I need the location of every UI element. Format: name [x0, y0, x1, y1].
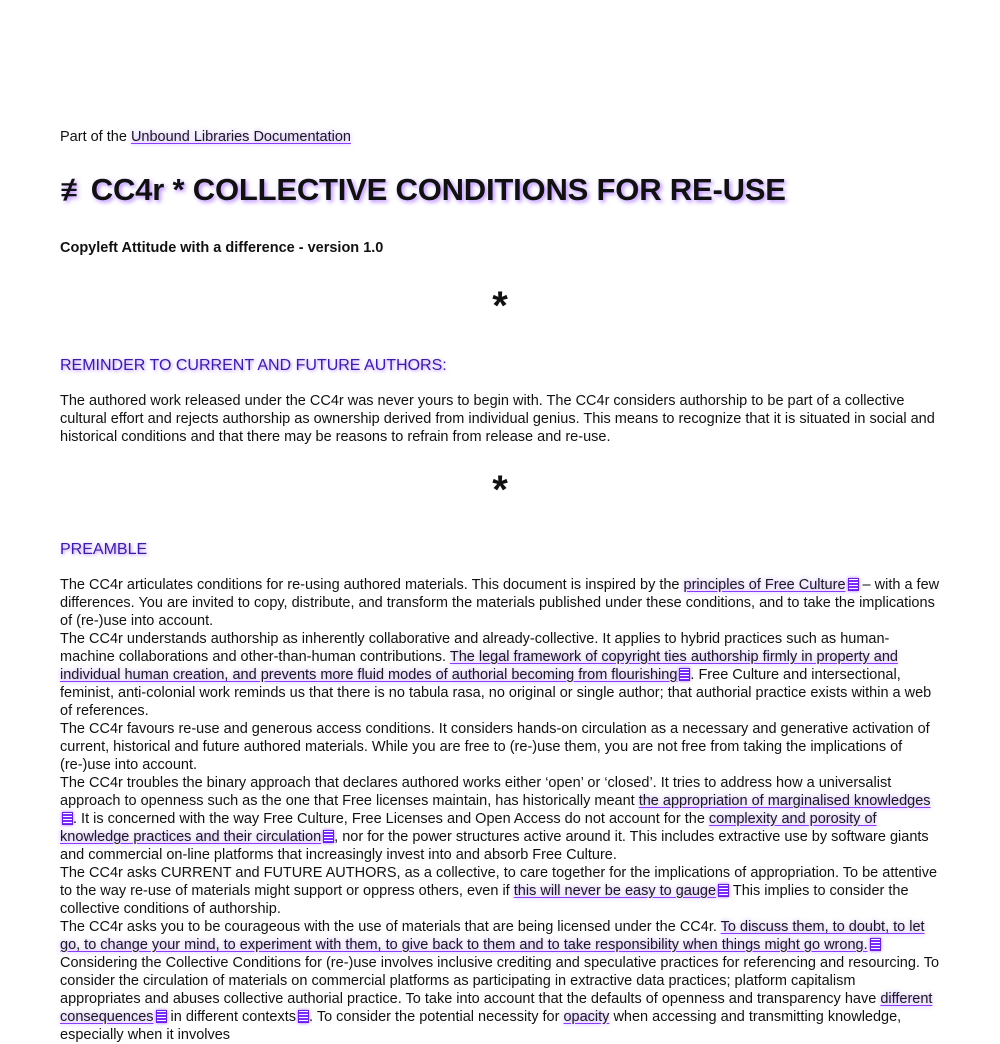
text-span: . Free Culture and intersectional, feminist, anti-colonial work reminds us that there is no tabula rasa, no original or single author; that authorial practice exists within a web of references.: [60, 667, 932, 719]
unbound-libraries-link[interactable]: Unbound Libraries Documentation: [130, 129, 351, 145]
text-span: The CC4r troubles the binary approach that declares authored works either ‘open’ or ‘closed’. It tries to address how a universalist approach to openness such as the one that Free licenses maintain, has historically meant: [60, 775, 892, 809]
footnote-icon[interactable]: [848, 578, 859, 591]
preamble-paragraph-6: [60, 918, 940, 954]
text-span: . To consider the potential necessity for: [309, 1009, 564, 1025]
footnote-icon[interactable]: [870, 938, 881, 951]
text-span: when accessing and transmitting knowledge, especially when it involves: [60, 1009, 902, 1043]
separator-asterisk: *: [492, 284, 508, 328]
text-span: The CC4r understands authorship as inherently collaborative and already-collective. It applies to hybrid practices such as human-machine collaborations and other-than-human contributions.: [60, 631, 890, 665]
never-easy-link[interactable]: this will never be easy to gauge: [513, 883, 717, 899]
text-span: This implies to consider the collective conditions of authorship.: [60, 883, 909, 917]
text-span: The CC4r asks you to be courageous with the use of materials that are being licensed under the CC4r.: [60, 919, 721, 935]
footnote-icon[interactable]: [62, 812, 73, 825]
preamble-paragraph-2: [60, 630, 940, 720]
legal-framework-link[interactable]: The legal framework of copyright ties authorship firmly in property and individual human creation, and prevents more fluid modes of authorial becoming from flourishing: [60, 649, 898, 683]
text-span: Considering the Collective Conditions for (re-)use involves inclusive crediting and speculative practices for referencing and resourcing. To consider the circulation of materials on commercial platforms as participating in extractive data practices; platform capitalism appropriates and abuses collective authorial practice. To take into account that the defaults of openness and transparency have: [60, 955, 940, 1007]
text-span: , nor for the power structures active around it. This includes extractive use by software giants and commercial on-line platforms that increasingly invest into and absorb Free Culture.: [60, 829, 929, 863]
part-of-line: [60, 126, 940, 148]
separator-asterisk-2: *: [492, 468, 508, 512]
text-span: . It is concerned with the way Free Culture, Free Licenses and Open Access do not account for the: [73, 811, 709, 827]
text-span: The CC4r articulates conditions for re-using authored materials. This document is inspired by the: [60, 577, 684, 593]
footnote-icon[interactable]: [323, 830, 334, 843]
text-span: The CC4r asks CURRENT and FUTURE AUTHORS, as a collective, to care together for the implications of appropriation. To be attentive to the way re-use of materials might support or oppress others, even if: [60, 865, 938, 899]
reminder-heading: REMINDER TO CURRENT AND FUTURE AUTHORS:: [60, 357, 447, 374]
document-page: [60, 126, 940, 1044]
footnote-icon[interactable]: [156, 1010, 167, 1023]
footnote-icon[interactable]: [298, 1010, 309, 1023]
reminder-text: The authored work released under the CC4r was never yours to begin with. The CC4r considers authorship to be part of a collective cultural effort and rejects authorship as ownership derived from individual genius. This means to recognize that it is situated in social and historical conditions and that there may be reasons to refrain from release and re-use.: [60, 393, 935, 445]
part-of-prefix: Part of the: [60, 129, 127, 145]
page-subtitle: Copyleft Attitude with a difference - version 1.0: [60, 240, 384, 256]
different-consequences-link[interactable]: different consequences: [60, 991, 933, 1025]
free-culture-principles-link[interactable]: principles of Free Culture: [683, 577, 846, 593]
page-title: ≢CC4r * COLLECTIVE CONDITIONS FOR RE-USE: [60, 172, 786, 207]
opacity-link[interactable]: opacity: [563, 1009, 610, 1025]
text-span: The CC4r favours re-use and generous access conditions. It considers hands-on circulation as a necessary and generative activation of current, historical and future authored materials. While you are free to (re-)use them, you are not free from taking the implications of (re-)use into account.: [60, 721, 930, 773]
appropriation-link[interactable]: the appropriation of marginalised knowledges: [638, 793, 931, 809]
text-span: – with a few differences. You are invited to copy, distribute, and transform the materials published under these conditions, and to take the implications of (re-)use into account.: [60, 577, 940, 629]
footnote-icon[interactable]: [718, 884, 729, 897]
preamble-paragraph-7: [60, 954, 940, 1044]
complexity-link[interactable]: complexity and porosity of knowledge practices and their circulation: [60, 811, 877, 845]
footnote-icon[interactable]: [679, 668, 690, 681]
preamble-paragraph-3: [60, 720, 940, 774]
discuss-them-link[interactable]: To discuss them, to doubt, to let go, to change your mind, to experiment with them, to give back to them and to take responsibility when things might go wrong.: [60, 919, 925, 953]
text-span: in different contexts: [166, 1009, 297, 1025]
preamble-paragraph-1: [60, 576, 940, 630]
preamble-heading: PREAMBLE: [60, 541, 148, 558]
preamble-paragraph-4: [60, 774, 940, 864]
preamble-paragraph-5: [60, 864, 940, 918]
